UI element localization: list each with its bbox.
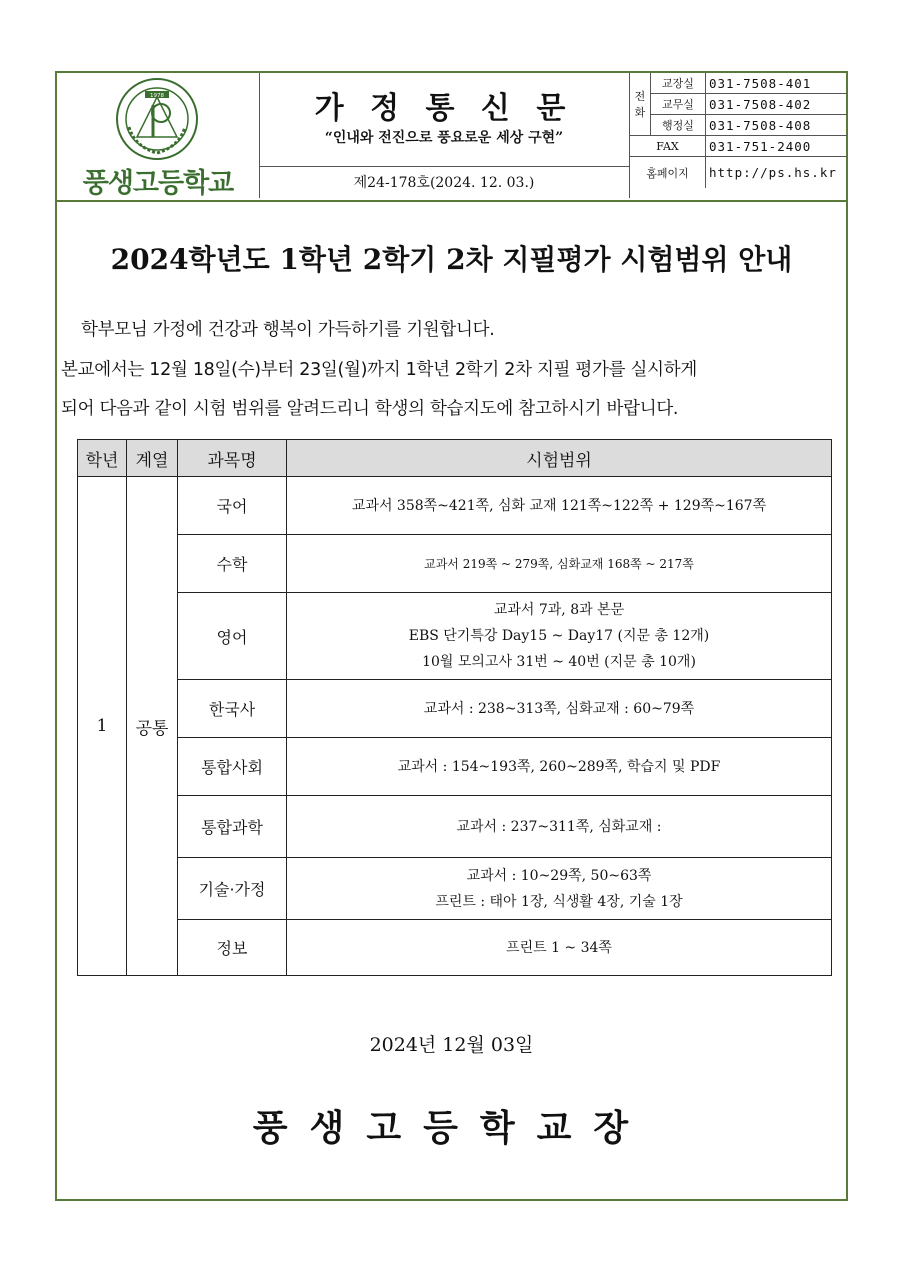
range-line: 교과서 : 237~311쪽, 심화교재 : xyxy=(456,818,662,835)
subject-cell: 수학 xyxy=(178,535,287,593)
range-line: 교과서 : 10~29쪽, 50~63쪽 xyxy=(466,867,652,884)
intro-paragraph: 되어 다음과 같이 시험 범위를 알려드리니 학생의 학습지도에 참고하시기 바랍니다. xyxy=(61,399,679,419)
table-row xyxy=(78,796,832,858)
range-cell xyxy=(287,920,832,976)
contact-info xyxy=(629,73,847,198)
contact-value: 031-7508-408 xyxy=(706,115,848,136)
subject-cell: 국어 xyxy=(178,477,287,535)
fax-value: 031-751-2400 xyxy=(706,136,848,157)
school-slogan: “인내와 전진으로 풍요로운 세상 구현” xyxy=(324,130,564,146)
range-line: 교과서 219쪽 ~ 279쪽, 심화교재 168쪽 ~ 217쪽 xyxy=(424,556,694,571)
range-cell xyxy=(287,680,832,738)
school-logo-block xyxy=(57,73,260,198)
header-track: 계열 xyxy=(127,440,178,477)
range-cell xyxy=(287,535,832,593)
homepage-label: 홈페이지 xyxy=(630,157,706,189)
intro-paragraph: 본교에서는 12월 18일(수)부터 23일(월)까지 1학년 2학기 2차 지필 평가를 실시하게 xyxy=(61,360,697,380)
header-grade: 학년 xyxy=(78,440,127,477)
range-line: 교과서 : 238~313쪽, 심화교재 : 60~79쪽 xyxy=(423,700,695,717)
header-title-block xyxy=(259,73,629,198)
issue-number: 제24-178호(2024. 12. 03.) xyxy=(259,166,629,199)
track-cell: 공통 xyxy=(127,477,178,976)
subject-cell: 영어 xyxy=(178,593,287,680)
subject-cell: 한국사 xyxy=(178,680,287,738)
document-frame xyxy=(55,71,848,1201)
contact-value: 031-7508-402 xyxy=(706,94,848,115)
range-cell xyxy=(287,477,832,535)
subject-cell: 정보 xyxy=(178,920,287,976)
homepage-link[interactable]: http://ps.hs.kr xyxy=(706,157,848,189)
range-cell xyxy=(287,738,832,796)
table-row xyxy=(78,535,832,593)
svg-text:1978: 1978 xyxy=(150,93,164,99)
table-row xyxy=(78,477,832,535)
newsletter-header xyxy=(57,73,846,202)
range-line: 프린트 1 ~ 34쪽 xyxy=(506,939,612,956)
document-title: 2024학년도 1학년 2학기 2차 지필평가 시험범위 안내 xyxy=(110,243,793,276)
range-cell xyxy=(287,858,832,920)
contact-label: 교장실 xyxy=(651,73,706,94)
range-line: EBS 단기특강 Day15 ~ Day17 (지문 총 12개) xyxy=(408,628,710,644)
intro-paragraph: 학부모님 가정에 건강과 행복이 가득하기를 기원합니다. xyxy=(81,320,495,340)
subject-cell: 통합사회 xyxy=(178,738,287,796)
range-line: 교과서 : 154~193쪽, 260~289쪽, 학습지 및 PDF xyxy=(397,758,721,775)
contact-label: 행정실 xyxy=(651,115,706,136)
range-cell xyxy=(287,796,832,858)
range-cell xyxy=(287,593,832,680)
contact-label: 교무실 xyxy=(651,94,706,115)
fax-label: FAX xyxy=(630,136,706,157)
school-name: 풍생고등학교 xyxy=(82,168,234,199)
contact-value: 031-7508-401 xyxy=(706,73,848,94)
range-line: 교과서 7과, 8과 본문 xyxy=(493,602,625,618)
subject-cell: 통합과학 xyxy=(178,796,287,858)
school-emblem-icon xyxy=(115,77,199,161)
range-line: 교과서 358쪽~421쪽, 심화 교재 121쪽~122쪽 + 129쪽~167쪽 xyxy=(351,497,767,514)
header-range: 시험범위 xyxy=(287,440,832,477)
phone-label: 전화 xyxy=(630,73,651,136)
issue-date: 2024년 12월 03일 xyxy=(369,1034,534,1056)
grade-cell: 1 xyxy=(78,477,127,976)
table-header-row xyxy=(78,440,832,477)
newsletter-title: 가 정 통 신 문 xyxy=(314,91,574,126)
contact-table xyxy=(630,73,847,188)
table-row xyxy=(78,593,832,680)
range-line: 10월 모의고사 31번 ~ 40번 (지문 총 10개) xyxy=(422,654,696,670)
exam-range-table xyxy=(77,439,832,976)
table-row xyxy=(78,738,832,796)
subject-cell: 기술·가정 xyxy=(178,858,287,920)
table-row xyxy=(78,858,832,920)
principal-signature: 풍생고등학교장 xyxy=(252,1108,651,1149)
header-subject: 과목명 xyxy=(178,440,287,477)
table-row xyxy=(78,680,832,738)
table-row xyxy=(78,920,832,976)
range-line: 프린트 : 태아 1장, 식생활 4장, 기술 1장 xyxy=(435,893,683,910)
